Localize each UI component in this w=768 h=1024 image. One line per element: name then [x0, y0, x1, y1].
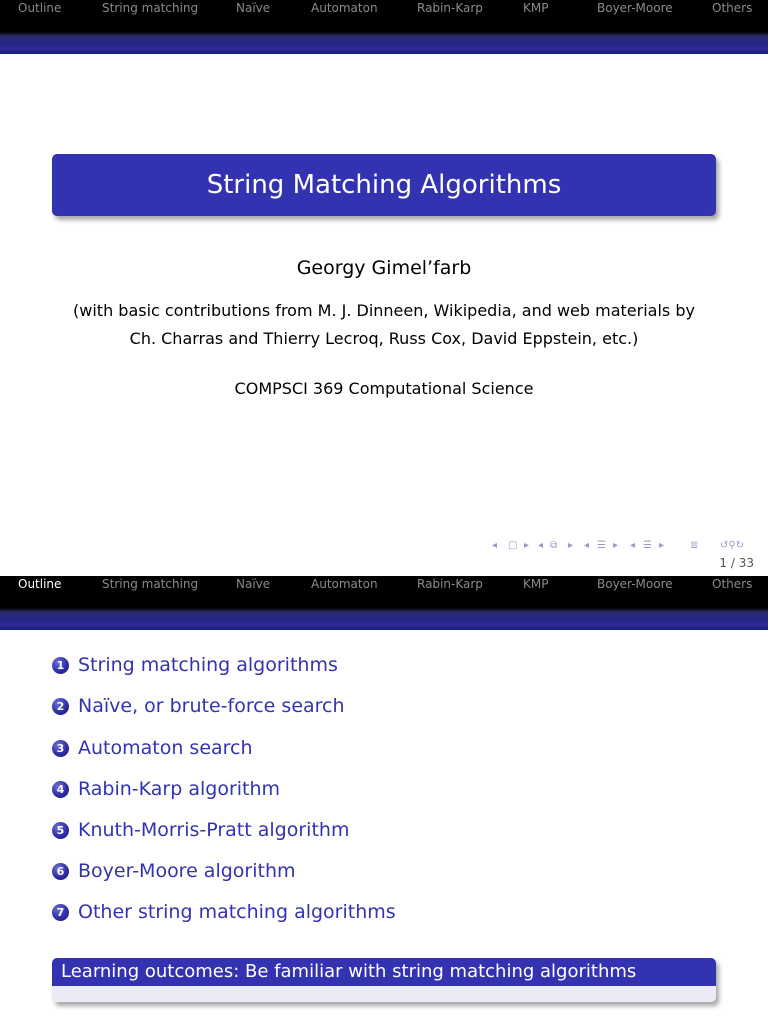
part-prev-icon[interactable]: ◂	[630, 540, 636, 551]
section-next-icon[interactable]: ▸	[613, 540, 619, 551]
nav-item-boyer-moore[interactable]: Boyer-Moore	[597, 577, 673, 591]
outline-item-4[interactable]	[52, 778, 280, 800]
outline-item-2[interactable]	[52, 695, 345, 717]
part-icon[interactable]: ☰	[643, 540, 652, 551]
number-ball-icon: 7	[52, 904, 69, 921]
number-ball-icon: 5	[52, 822, 69, 839]
frame-prev-icon[interactable]: ◂	[492, 540, 498, 551]
number-ball-icon: 3	[52, 740, 69, 757]
nav-item-string-matching[interactable]: String matching	[102, 577, 199, 591]
top-navigation-bar	[0, 576, 768, 594]
learning-outcomes-title: Learning outcomes: Be familiar with string matching algorithms	[52, 958, 716, 986]
outline-item-label: Boyer-Moore algorithm	[78, 860, 296, 882]
document-icon[interactable]: ≣	[690, 540, 699, 551]
page-number: 1 / 33	[719, 556, 754, 570]
nav-item-naive[interactable]: Naïve	[236, 577, 271, 591]
outline-slide	[0, 576, 768, 1024]
title-box	[52, 154, 716, 216]
frame-next-icon[interactable]: ▸	[524, 540, 530, 551]
search-back-forward-icon[interactable]: ↺⚲↻	[720, 540, 745, 551]
nav-item-automaton[interactable]: Automaton	[311, 1, 378, 15]
nav-item-rabin-karp[interactable]: Rabin-Karp	[417, 1, 483, 15]
learning-outcomes-block	[52, 958, 716, 1002]
outline-item-6[interactable]	[52, 860, 296, 882]
outline-item-label: Other string matching algorithms	[78, 901, 396, 923]
subsection-icon[interactable]: ⧉	[550, 540, 558, 551]
outline-item-1[interactable]	[52, 654, 338, 676]
nav-item-kmp[interactable]: KMP	[523, 577, 549, 591]
frame-icon[interactable]: □	[508, 540, 518, 551]
outline-item-label: Automaton search	[78, 737, 253, 759]
nav-item-naive[interactable]: Naïve	[236, 1, 271, 15]
section-prev-icon[interactable]: ◂	[584, 540, 590, 551]
part-next-icon[interactable]: ▸	[659, 540, 665, 551]
learning-outcomes-body	[52, 986, 716, 1002]
nav-item-string-matching[interactable]: String matching	[102, 1, 199, 15]
outline-item-label: Rabin-Karp algorithm	[78, 778, 281, 800]
nav-item-automaton[interactable]: Automaton	[311, 577, 378, 591]
contributions-note	[60, 297, 708, 353]
subsection-next-icon[interactable]: ▸	[568, 540, 574, 551]
contributions-line-1: (with basic contributions from M. J. Dinneen, Wikipedia, and web materials by	[73, 301, 695, 320]
header-gradient-band	[0, 594, 768, 630]
header-gradient-band	[0, 18, 768, 54]
author-name: Georgy Gimel’farb	[296, 257, 472, 279]
top-navigation-bar	[0, 0, 768, 18]
outline-item-label: Knuth-Morris-Pratt algorithm	[78, 819, 350, 841]
number-ball-icon: 1	[52, 657, 69, 674]
outline-item-7[interactable]	[52, 901, 396, 923]
outline-item-label: Naïve, or brute-force search	[78, 695, 345, 717]
number-ball-icon: 6	[52, 863, 69, 880]
subsection-prev-icon[interactable]: ◂	[538, 540, 544, 551]
nav-item-outline[interactable]: Outline	[18, 577, 62, 591]
outline-item-3[interactable]	[52, 737, 253, 759]
nav-item-outline[interactable]: Outline	[18, 1, 62, 15]
nav-item-boyer-moore[interactable]: Boyer-Moore	[597, 1, 673, 15]
number-ball-icon: 4	[52, 781, 69, 798]
beamer-navigation-symbols	[492, 540, 768, 554]
presentation-title: String Matching Algorithms	[206, 170, 562, 200]
nav-item-others[interactable]: Others	[712, 577, 753, 591]
nav-item-kmp[interactable]: KMP	[523, 1, 549, 15]
contributions-line-2: Ch. Charras and Thierry Lecroq, Russ Cox, David Eppstein, etc.)	[129, 329, 639, 348]
section-icon[interactable]: ☰	[597, 540, 606, 551]
outline-item-5[interactable]	[52, 819, 349, 841]
number-ball-icon: 2	[52, 698, 69, 715]
course-institute: COMPSCI 369 Computational Science	[234, 379, 534, 398]
nav-item-others[interactable]: Others	[712, 1, 753, 15]
nav-item-rabin-karp[interactable]: Rabin-Karp	[417, 577, 483, 591]
outline-item-label: String matching algorithms	[78, 654, 338, 676]
